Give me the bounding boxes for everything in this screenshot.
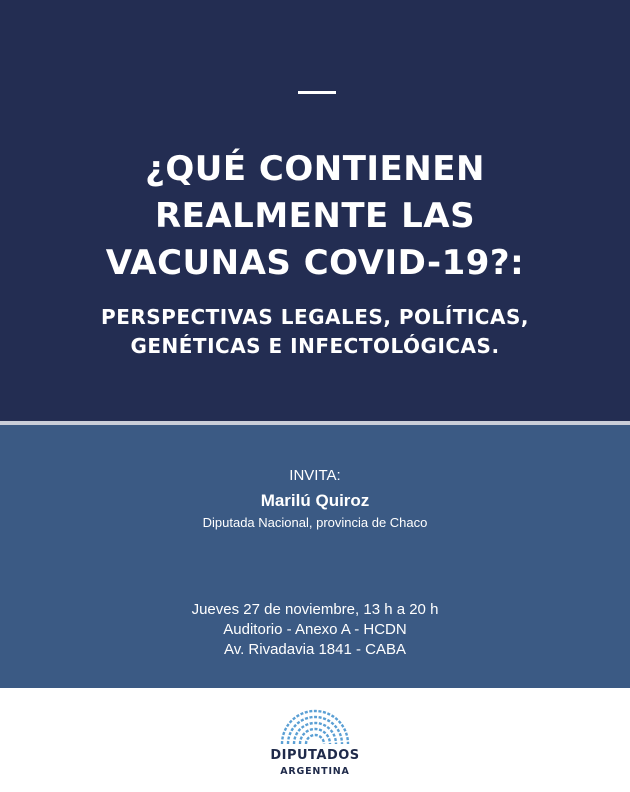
- subtitle-line: PERSPECTIVAS LEGALES, POLÍTICAS,: [101, 305, 529, 329]
- invita-label: INVITA:: [289, 467, 341, 484]
- footer-band: [0, 688, 630, 792]
- congress-dome-icon: [278, 704, 352, 746]
- title-line: VACUNAS COVID-19?:: [105, 243, 525, 283]
- event-venue: Auditorio - Anexo A - HCDN: [223, 621, 407, 638]
- event-details: [0, 600, 630, 660]
- event-subtitle: [40, 303, 590, 361]
- subtitle-line: GENÉTICAS E INFECTOLÓGICAS.: [130, 334, 500, 358]
- title-line: ¿QUÉ CONTIENEN: [145, 149, 485, 189]
- invitation-band: [0, 425, 630, 688]
- event-title: [40, 146, 590, 287]
- event-address: Av. Rivadavia 1841 - CABA: [223, 641, 407, 658]
- accent-line: [298, 91, 336, 94]
- title-line: REALMENTE LAS: [154, 196, 476, 236]
- logo-name: DIPUTADOS: [270, 748, 360, 763]
- host-name: Marilú Quiroz: [260, 491, 370, 510]
- host-role: Diputada Nacional, provincia de Chaco: [202, 515, 428, 530]
- event-date-time: Jueves 27 de noviembre, 13 h a 20 h: [191, 601, 439, 618]
- logo-country: ARGENTINA: [280, 766, 350, 777]
